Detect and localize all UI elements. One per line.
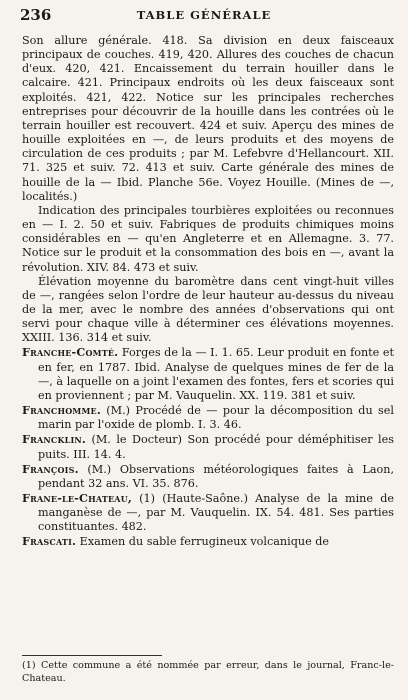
index-body [22, 34, 394, 550]
paragraph-tourbieres: Indication des principales tourbières exploitées ou reconnues en — I. 2. 50 et suiv. Fabriques de produits chimiques moins considérables en — qu'en Angleterre et en Allemagne. 3. 77. Notice sur le produit et la consommation des bois en —, avant la révolution. XIV. 84. 473 et suiv. [22, 203, 394, 274]
page-number: 236 [20, 6, 52, 24]
entry-text: Forges de la — I. 1. 65. Leur produit en fonte et en fer, en 1787. Ibid. Analyse de quelques mines de fer de la —, à laquelle on a joint l'examen des fontes, fers et scories qui en proviennent ; par M. Vauquelin. XX. 119. 381 et suiv. [38, 346, 394, 402]
entry-text: Examen du sable ferrugineux volcanique de [76, 535, 330, 549]
index-entry-franche-comte [22, 345, 394, 403]
entry-text: (1) (Haute-Saône.) Analyse de la mine de manganèse de —, par M. Vauquelin. IX. 54. 481. Ses parties constituantes. 482. [38, 492, 394, 534]
entry-text: (M.) Observations météorologiques faites à Laon, pendant 32 ans. VI. 35. 876. [38, 462, 394, 490]
entry-headword: Franche-Comté. [22, 345, 119, 360]
entry-headword: Franchomme. [22, 403, 101, 418]
index-entry-frascati [22, 534, 394, 549]
paragraph-continuation: Son allure générale. 418. Sa division en deux faisceaux principaux de couches. 419, 420. Allures des couches de chacun d'eux. 420, 421. Encaissement du terrain houiller dans le calcaire. 421. Principaux endroits où les deux faisceaux sont exploités. 421, 422. Notice sur les principales recherches entreprises pour découvrir de la houille dans les contrées où le terrain houiller est recouvert. 424 et suiv. Aperçu des mines de houille exploitées en —, de leurs produits et des moyens de circulation de ces produits ; par M. Lefebvre d'Hellancourt. XII. 71. 325 et suiv. 72. 413 et suiv. Carte générale des mines de houille de la — Ibid. Planche 56e. Voyez Houille. (Mines de —, localités.) [22, 34, 394, 203]
entry-headword: François. [22, 461, 79, 476]
entry-text: (M.) Procédé de — pour la décomposition du sel marin par l'oxide de plomb. I. 3. 46. [38, 404, 394, 432]
footnote: (1) Cette commune a été nommée par erreur, dans le journal, Franc-le-Chateau. [22, 660, 394, 684]
entry-headword: Frascati. [22, 534, 77, 549]
index-entry-francois [22, 462, 394, 491]
index-entry-franchomme [22, 403, 394, 432]
running-title: TABLE GÉNÉRALE [136, 8, 272, 22]
index-entry-francklin [22, 432, 394, 461]
page-header [20, 8, 388, 26]
footnote-rule [22, 655, 162, 656]
paragraph-barometre: Élévation moyenne du baromètre dans cent vingt-huit villes de —, rangées selon l'ordre de leur hauteur au-dessus du niveau de la mer, avec le nombre des années d'observations qui ont servi pour chaque ville à déterminer ces élévations moyennes. XXIII. 136. 314 et suiv. [22, 274, 394, 345]
entry-headword: Francklin. [22, 432, 87, 447]
index-entry-frane-le-chateau [22, 491, 394, 534]
entry-headword: Frane-le-Chateau, [22, 491, 132, 505]
entry-text: (M. le Docteur) Son procédé pour déméphitiser les puits. III. 14. 4. [38, 433, 394, 461]
